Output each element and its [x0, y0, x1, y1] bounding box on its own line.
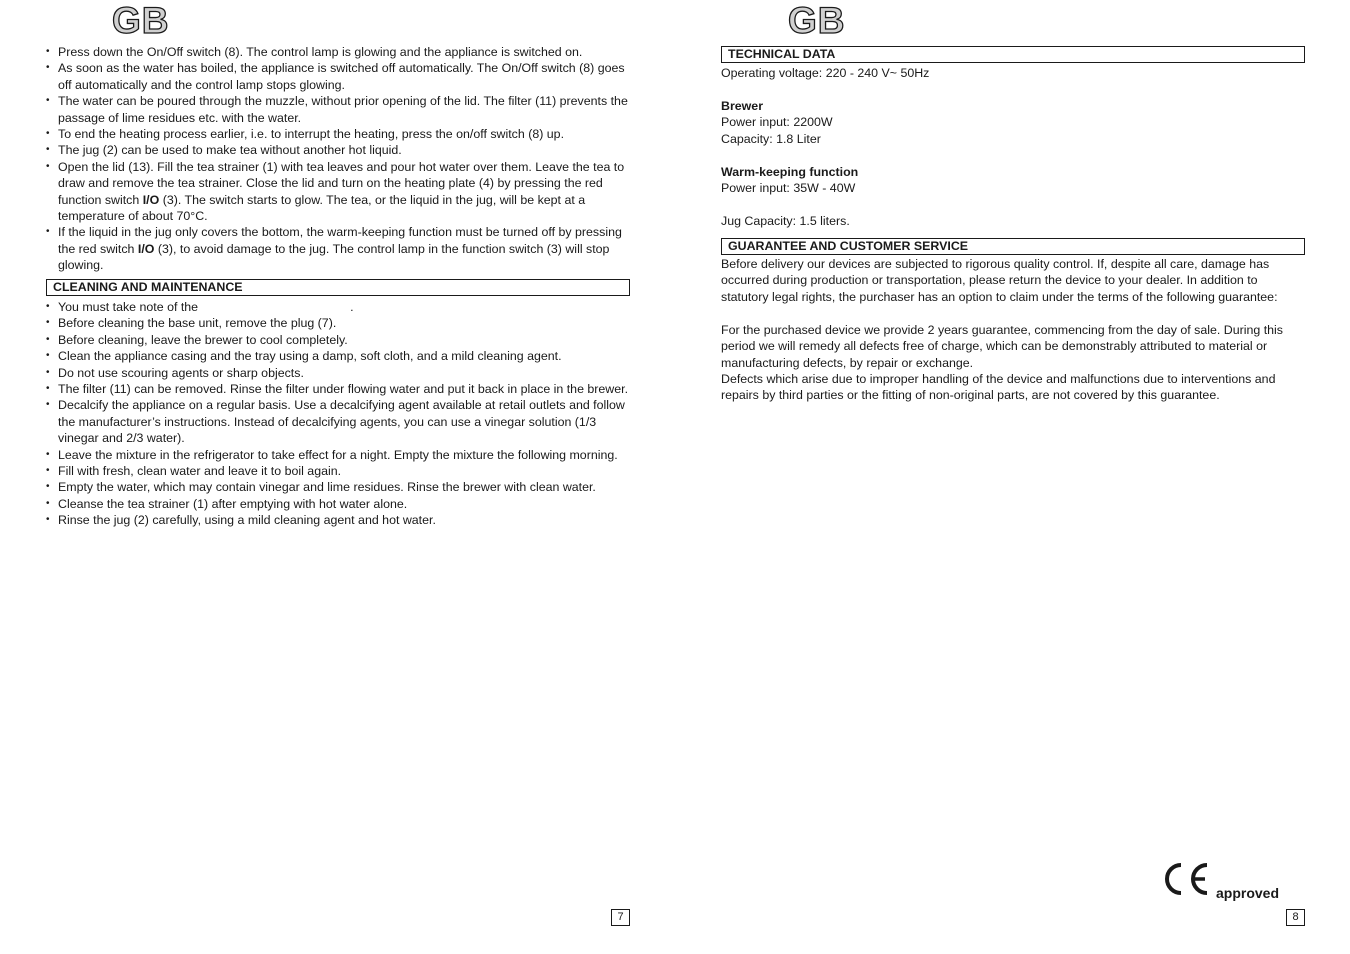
switch-label: I/O: [142, 192, 160, 207]
jug-capacity: Jug Capacity: 1.5 liters.: [721, 214, 850, 228]
section-tag-left: GB: [112, 0, 170, 41]
brewer-title: Brewer: [721, 99, 764, 113]
guarantee-paragraph-2: For the purchased device we provide 2 years guarantee, commencing from the day of sale. During this period we will remedy all defects free of charge, which can be demonstrably attributed to material or manufacturing defects, by repair or exchange.: [721, 323, 1284, 370]
list-item: • The jug (2) can be used to make tea without another hot liquid.: [46, 142, 631, 158]
list-item: • Press down the On/Off switch (8). The control lamp is glowing and the appliance is switched on.: [46, 44, 631, 60]
warm-keeping-title: Warm-keeping function: [721, 165, 859, 179]
tea-text-before: Open the lid (13). Fill the tea strainer (1) with tea leaves and pour hot water over them. Leave the tea to draw and remove the tea strainer. Close the lid and turn on the heating plate (4) by pressing the red function switch: [58, 159, 625, 207]
list-item: • The filter (11) can be removed. Rinse the filter under flowing water and put it back in place in the brewer.: [46, 381, 631, 397]
tea-text-after: (3). The switch starts to glow. The tea, or the liquid in the jug, will be kept at a temperature of about 70°C.: [58, 192, 586, 224]
ce-logo-icon: [1162, 861, 1212, 897]
list-item: • Empty the water, which may contain vinegar and lime residues. Rinse the brewer with clean water.: [46, 479, 631, 495]
list-item: • As soon as the water has boiled, the appliance is switched off automatically. The On/Off switch (8) goes off automatically and the control lamp stops glowing.: [46, 60, 631, 93]
section-tag-right: GB: [788, 0, 846, 41]
technical-data-heading: TECHNICAL DATA: [721, 46, 1305, 63]
brewer-capacity: Capacity: 1.8 Liter: [721, 132, 821, 146]
list-item: • Decalcify the appliance on a regular basis. Use a decalcifying agent available at retail outlets and follow the manufacturer’s instructions. Instead of decalcifying agents, you can use a vinegar solution (1/3 vinegar and 2/3 water).: [46, 397, 631, 446]
list-item: • Leave the mixture in the refrigerator to take effect for a night. Empty the mixture the following morning.: [46, 447, 631, 463]
guarantee-paragraph-3: Defects which arise due to improper handling of the device and malfunctions due to interventions and repairs by third parties or the fitting of non-original parts, are not covered by this guarantee.: [721, 372, 1276, 403]
operation-list: [46, 44, 631, 274]
cleaning-heading: CLEANING AND MAINTENANCE: [46, 279, 630, 296]
guarantee-heading: GUARANTEE AND CUSTOMER SERVICE: [721, 238, 1305, 255]
page-number-left: 7: [611, 909, 630, 926]
list-item: • Before cleaning, leave the brewer to cool completely.: [46, 332, 631, 348]
right-page: [721, 0, 1306, 954]
guarantee-paragraph-1: Before delivery our devices are subjected to rigorous quality control. If, despite all care, damage has occurred during production or transportation, please return the device to your dealer. In addition to statutory legal rights, the purchaser has an option to claim under the terms of the following guarantee:: [721, 257, 1278, 304]
approved-label: approved: [1216, 885, 1280, 901]
warm-keeping-power: Power input: 35W - 40W: [721, 181, 856, 195]
warm-text-after: (3), to avoid damage to the jug. The control lamp in the function switch (3) will stop glowing.: [58, 241, 610, 273]
list-item: • Rinse the jug (2) carefully, using a mild cleaning agent and hot water.: [46, 512, 631, 528]
safety-text-end: .: [350, 300, 354, 314]
list-item: • Cleanse the tea strainer (1) after emptying with hot water alone.: [46, 496, 631, 512]
operating-voltage: Operating voltage: 220 - 240 V~ 50Hz: [721, 66, 930, 80]
list-item: • Clean the appliance casing and the tray using a damp, soft cloth, and a mild cleaning agent.: [46, 348, 631, 364]
list-item-warm: [46, 224, 631, 273]
page-number-right: 8: [1286, 909, 1305, 926]
left-page: [46, 0, 631, 954]
cleaning-list: [46, 299, 631, 529]
safety-text: You must take note of the: [58, 300, 199, 314]
brewer-power: Power input: 2200W: [721, 115, 833, 129]
list-item: • Before cleaning the base unit, remove the plug (7).: [46, 315, 631, 331]
switch-label: I/O: [137, 241, 155, 256]
list-item-tea: [46, 159, 631, 225]
warm-text-before: If the liquid in the jug only covers the bottom, the warm-keeping function must be turned off by pressing the red switch: [58, 225, 622, 256]
list-item-safety: [46, 299, 631, 315]
list-item: • The water can be poured through the muzzle, without prior opening of the lid. The filter (11) prevents the passage of lime residues etc. with the water.: [46, 93, 631, 126]
list-item: • Fill with fresh, clean water and leave it to boil again.: [46, 463, 631, 479]
list-item: • To end the heating process earlier, i.e. to interrupt the heating, press the on/off switch (8) up.: [46, 126, 631, 142]
list-item: • Do not use scouring agents or sharp objects.: [46, 365, 631, 381]
